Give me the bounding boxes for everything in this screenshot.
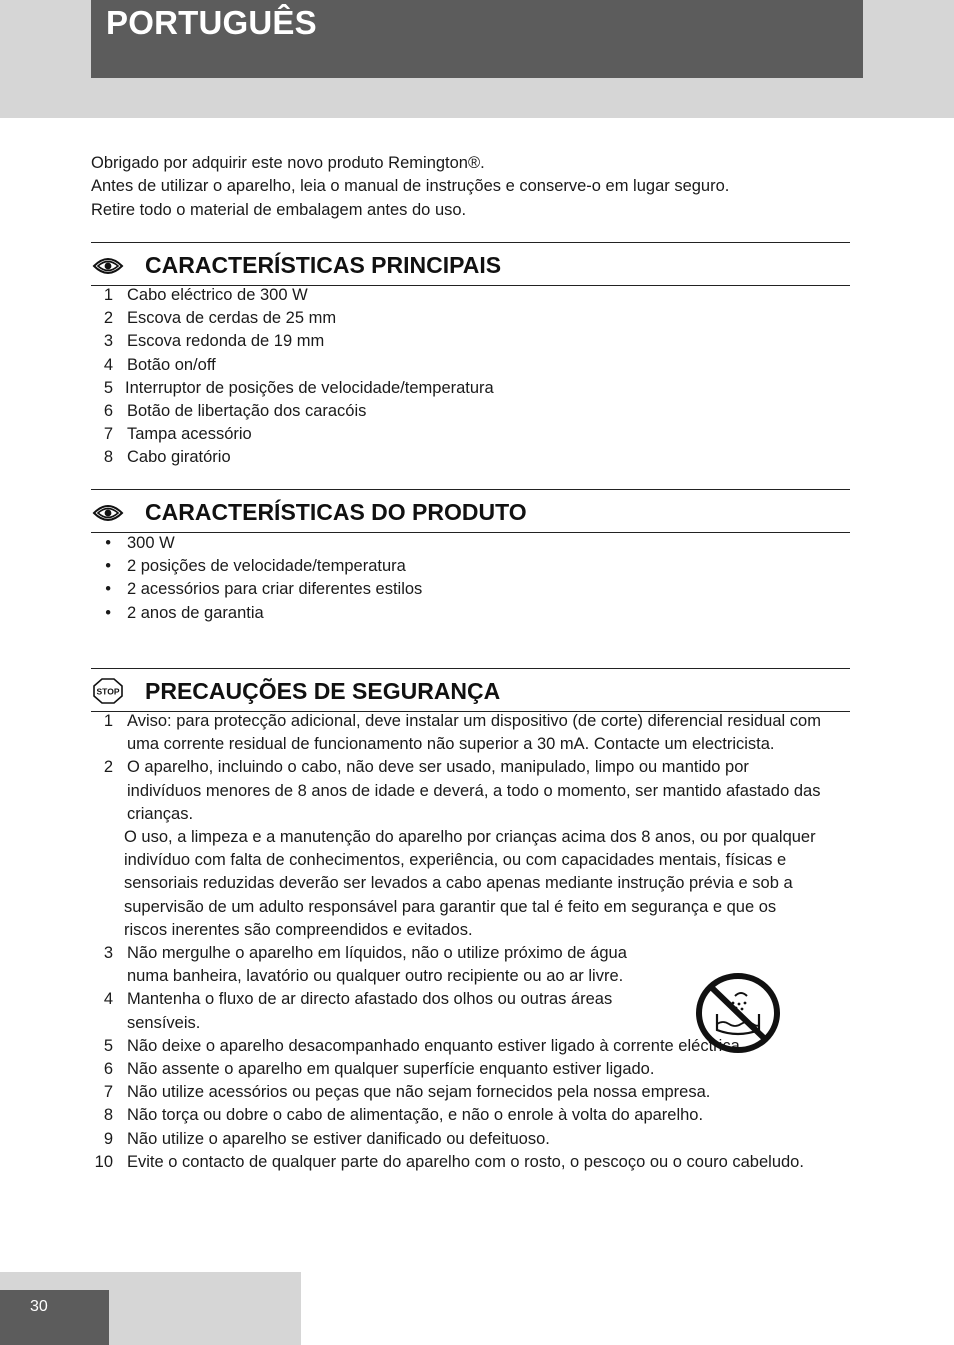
list-item: 5 Interruptor de posições de velocidade/temperatura	[103, 378, 494, 397]
list-item: O uso, a limpeza e a manutenção do aparelho por crianças acima dos 8 anos, ou por qualquer indivíduo com falta de conhecimentos, experiência, ou com capacidades mentais, físicas e sensoriais reduzidas deverão ser levados a cabo apenas mediante instrução prévia e sob a supervisão de um adulto responsável para garantir que tal é feito em segurança e que os riscos inerentes são compreendidos e evitados.	[124, 828, 816, 939]
list-item: 3 Não mergulhe o aparelho em líquidos, não o utilize próximo de água numa banheira, lavatório ou qualquer outro recipiente ou ao ar livre.	[103, 944, 627, 986]
list-item: • 300 W	[105, 534, 175, 552]
main-features-list	[91, 284, 851, 470]
list-item: 8 Cabo giratório	[103, 448, 231, 467]
section-header-safety	[91, 668, 850, 712]
section-header-product-features	[91, 489, 850, 533]
list-item: 6 Não assente o aparelho em qualquer superfície enquanto estiver ligado.	[103, 1060, 655, 1079]
list-item: 7 Tampa acessório	[103, 425, 252, 444]
list-item: 1 Aviso: para protecção adicional, deve instalar um dispositivo (de corte) diferencial residual com uma corrente residual de funcionamento não superior a 30 mA. Contacte um electricista.	[103, 712, 821, 754]
intro-text	[91, 152, 729, 222]
section-header-main-features	[91, 242, 850, 286]
intro-line: Obrigado por adquirir este novo produto Remington®.	[91, 154, 485, 172]
no-water-icon	[695, 972, 781, 1054]
section-title: CARACTERÍSTICAS PRINCIPAIS	[145, 252, 502, 278]
list-item: 1 Cabo eléctrico de 300 W	[103, 286, 308, 304]
list-item: 2 O aparelho, incluindo o cabo, não deve ser usado, manipulado, limpo ou mantido por indivíduos menores de 8 anos de idade e deverá, a todo o momento, ser mantido afastado das crianças.	[103, 758, 821, 823]
list-item: • 2 acessórios para criar diferentes estilos	[105, 580, 423, 599]
list-item: 6 Botão de libertação dos caracóis	[103, 402, 367, 421]
product-features-list	[91, 532, 851, 625]
list-item: 4 Mantenha o fluxo de ar directo afastado dos olhos ou outras áreas sensíveis.	[103, 990, 613, 1032]
svg-text:STOP: STOP	[96, 686, 120, 697]
eye-icon	[92, 253, 124, 279]
list-item: 4 Botão on/off	[103, 355, 216, 374]
intro-line: Antes de utilizar o aparelho, leia o manual de instruções e conserve-o em lugar seguro.	[91, 177, 730, 196]
list-item: 8 Não torça ou dobre o cabo de alimentação, e não o enrole à volta do aparelho.	[103, 1106, 704, 1125]
page-number: 30	[30, 1298, 48, 1315]
list-item: 3 Escova redonda de 19 mm	[103, 332, 325, 351]
list-item: • 2 anos de garantia	[105, 603, 264, 622]
section-title: CARACTERÍSTICAS DO PRODUTO	[145, 499, 527, 525]
list-item: 9 Não utilize o aparelho se estiver danificado ou defeituoso.	[103, 1129, 550, 1148]
eye-icon	[92, 500, 124, 526]
page-title: PORTUGUÊS	[106, 4, 317, 41]
list-item: • 2 posições de velocidade/temperatura	[105, 557, 406, 576]
list-item: 10 Evite o contacto de qualquer parte do aparelho com o rosto, o pescoço ou o couro cabeludo.	[94, 1152, 804, 1171]
section-title: PRECAUÇÕES DE SEGURANÇA	[145, 678, 501, 704]
safety-list	[91, 710, 839, 1174]
page-number-box	[0, 1290, 109, 1345]
language-header	[91, 0, 863, 78]
list-item: 5 Não deixe o aparelho desacompanhado enquanto estiver ligado à corrente eléctrica.	[103, 1036, 745, 1055]
list-item: 2 Escova de cerdas de 25 mm	[103, 309, 337, 328]
stop-icon	[92, 678, 124, 704]
intro-line: Retire todo o material de embalagem antes do uso.	[91, 200, 467, 219]
list-item: 7 Não utilize acessórios ou peças que não sejam fornecidos pela nossa empresa.	[103, 1083, 711, 1102]
